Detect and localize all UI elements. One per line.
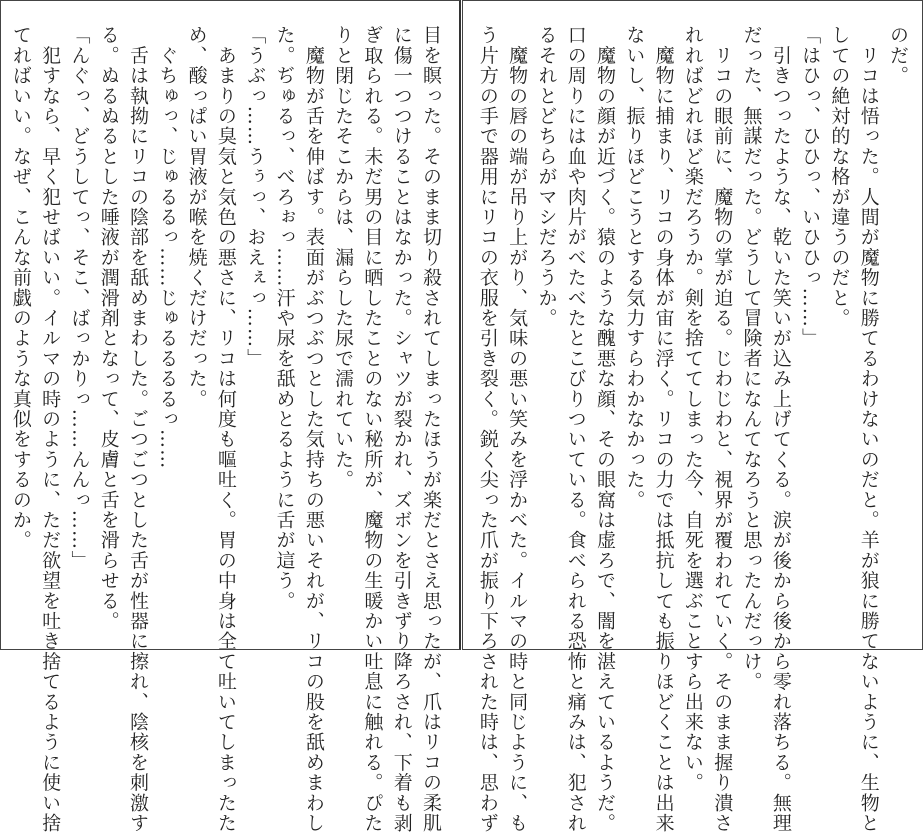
text-line: リコの眼前に、魔物の掌が迫る。じわじわと、視界が覆われていく。そのまま握り潰さ bbox=[711, 25, 734, 833]
text-line: てればいい。なぜ、こんな前戯のような真似をするのか。 bbox=[9, 25, 32, 551]
text-line: る。ぬるぬるとした唾液が潤滑剤となって、皮膚と舌を滑らせる。 bbox=[97, 25, 120, 631]
text-line: た。ぢゅるっ、べろぉっ……汗や尿を舐めとるように舌が這う。 bbox=[273, 25, 296, 611]
text-line: ぎ取られる。未だ男の目に晒したことのない秘所が、魔物の生暖かい吐息に触れる。ぴた bbox=[361, 25, 384, 833]
text-line: 口の周りには血や肉片がべたべたとこびりついている。食べられる恐怖と痛みは、犯され bbox=[564, 25, 587, 833]
left-page-text bbox=[6, 25, 445, 833]
text-line: れればどれほど楽だろうか。剣を捨ててしまった今、自死を選ぶことすら出来ない。 bbox=[681, 25, 704, 793]
text-line: あまりの臭気と気色の悪さに、リコは何度も嘔吐く。胃の中身は全て吐いてしまったた bbox=[214, 25, 237, 833]
text-line: ないし、振りほどこうとする気力すらわかなかった。 bbox=[623, 25, 646, 510]
text-line: 魔物の唇の端が吊り上がり、気味の悪い笑みを浮かべた。イルマの時と同じように、も bbox=[506, 25, 529, 833]
text-line: に傷一つつけることはなかった。シャツが裂かれ、ズボンを引きずり降ろされ、下着も剥 bbox=[390, 25, 413, 833]
text-line: だった、無謀だった。どうして冒険者になんてなろうと思ったんだっけ。 bbox=[740, 25, 763, 692]
text-line: リコは悟った。人間が魔物に勝てるわけないのだと。羊が狼に勝てないように、生物と bbox=[857, 25, 880, 833]
text-line: 目を瞑った。そのまま切り殺されてしまったほうが楽だとさえ思ったが、爪はリコの柔肌 bbox=[420, 25, 442, 833]
text-line: め、酸っぱい胃液が喉を焼くだけだった。 bbox=[185, 25, 208, 409]
right-page-text bbox=[473, 25, 912, 833]
text-line: う片方の手で器用にリコの衣服を引き裂く。鋭く尖った爪が振り下ろされた時は、思わず bbox=[476, 25, 499, 833]
text-line: 魔物が舌を伸ばす。表面がぶつぶつとした気持ちの悪いそれが、リコの股を舐めまわし bbox=[302, 25, 325, 833]
text-line: るそれとどちらがマシだろうか。 bbox=[535, 25, 558, 328]
text-line: のだ。 bbox=[887, 25, 909, 86]
text-line: 「んぐっ、どうしてっ、そこ、ばっかりっ……んんっ……」 bbox=[68, 25, 91, 571]
text-line: ぐちゅっ、じゅるるっ……じゅるるるるっ…… bbox=[156, 25, 179, 470]
text-line: 引きつったような、乾いた笑いが込み上げてくる。涙が後から後から零れ落ちる。無理 bbox=[769, 25, 792, 833]
text-line: 舌は執拗にリコの陰部を舐めまわした。ごつごつとした舌が性器に擦れ、陰核を刺激す bbox=[127, 25, 150, 833]
text-line: 魔物に捕まり、リコの身体が宙に浮く。リコの力では抵抗しても振りほどくことは出来 bbox=[652, 25, 675, 833]
text-line: 「うぶっ……うぅっ、おえぇっ……」 bbox=[244, 25, 267, 369]
text-line: 犯すなら、早く犯せばいい。イルマの時のように、ただ欲望を吐き捨てるように使い捨 bbox=[39, 25, 62, 833]
text-line: 魔物の顔が近づく。猿のような醜悪な顔、その眼窩は虚ろで、闇を湛えているようだ。 bbox=[594, 25, 617, 833]
text-line: しての絶対的な格が違うのだと。 bbox=[828, 25, 851, 328]
right-page bbox=[462, 0, 923, 833]
left-page bbox=[0, 0, 461, 833]
text-line: 「はひっ、ひひっ、いひひっ……」 bbox=[799, 25, 822, 349]
text-line: りと閉じたそこからは、漏らした尿で濡れていた。 bbox=[332, 25, 355, 490]
